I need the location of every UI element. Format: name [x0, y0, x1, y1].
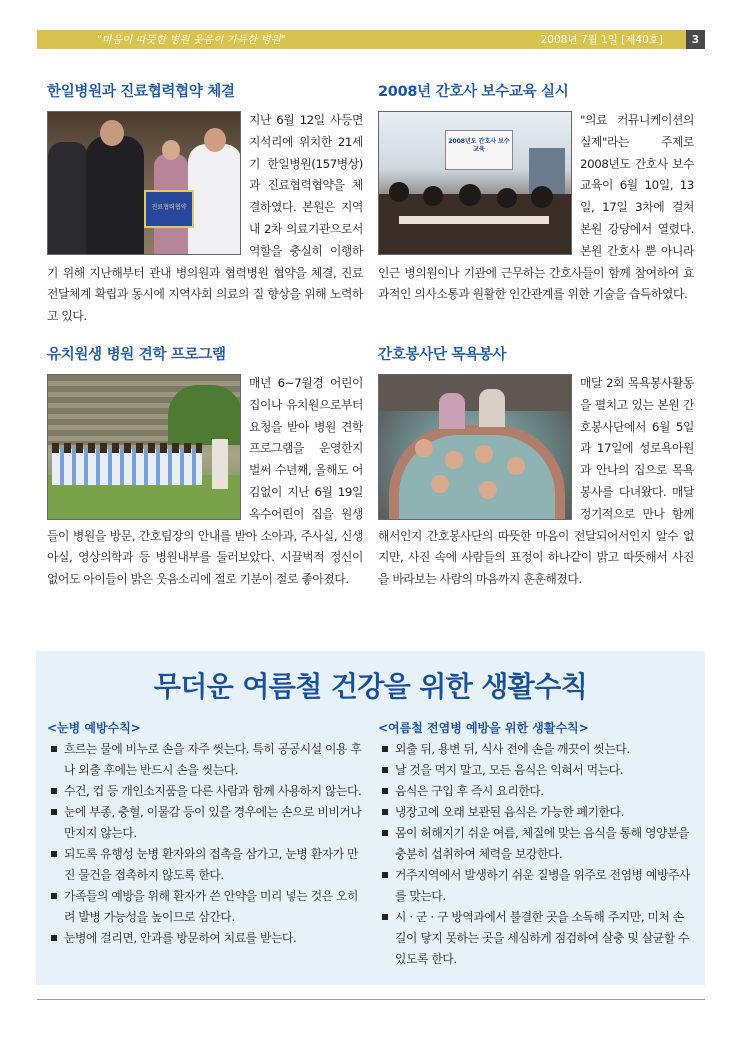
training-photo: [378, 111, 572, 255]
bullet-icon: [51, 788, 57, 794]
bullet-icon: [51, 851, 57, 857]
summer-disease-tips: [378, 719, 694, 970]
article-body: 매달 2회 목욕봉사활동을 펼치고 있는 본원 간호봉사단에서 6월 5일과 17일에 성로욕아원과 안나의 집으로 목욕봉사를 다녀왔다. 매달 정기적으로 만나 함께해서인지 간호봉사단의 따뜻한 마음이 전달되어서인지 알수 없지만, 사진 속에 사람들의 표정이 하나같이 밝고 따뜻해서 사진을 바라보는 사람의 마음까지 훈훈해졌다.: [378, 376, 694, 587]
tips-title: 무더운 여름철 건강을 위한 생활수칙: [153, 670, 588, 703]
list-item: 눈병에 걸리면, 안과를 방문하여 치료를 받는다.: [47, 928, 363, 949]
agreement-photo: [47, 111, 241, 255]
article-title: 유치원생 병원 견학 프로그램: [47, 347, 226, 363]
bath-volunteer-photo: [378, 374, 572, 520]
list-item: 냉장고에 오래 보관된 음식은 가능한 폐기한다.: [378, 802, 694, 823]
article-title: 2008년 간호사 보수교육 실시: [378, 84, 569, 100]
bullet-icon: [382, 830, 388, 836]
list-item: 음식은 구입 후 즉시 요리한다.: [378, 781, 694, 802]
list-item: 흐르는 물에 비누로 손을 자주 씻는다. 특히 공공시설 이용 후나 외출 후에는 반드시 손을 씻는다.: [47, 739, 363, 781]
bullet-icon: [382, 788, 388, 794]
bullet-icon: [51, 746, 57, 752]
header-bar: [37, 30, 705, 49]
bullet-icon: [382, 914, 388, 920]
issue-date: 2008년 7월 1일 [제40호]: [540, 34, 663, 46]
bullet-icon: [382, 746, 388, 752]
bullet-icon: [382, 767, 388, 773]
list-item: 눈에 부종, 충혈, 이물감 등이 있을 경우에는 손으로 비비거나 만지지 않는다.: [47, 802, 363, 844]
article-nurse-training: [378, 80, 694, 306]
list-item: 외출 뒤, 용변 뒤, 식사 전에 손을 깨끗이 씻는다.: [378, 739, 694, 760]
bullet-icon: [382, 872, 388, 878]
list-item: 날 것을 먹지 말고, 모든 음식은 익혀서 먹는다.: [378, 760, 694, 781]
summer-disease-list: [378, 739, 694, 970]
article-hanil-agreement: [47, 80, 363, 328]
article-kindergarten-tour: [47, 343, 363, 591]
footer-divider: [37, 999, 705, 1000]
summer-health-tips: [36, 651, 705, 985]
bullet-icon: [51, 893, 57, 899]
lecture-banner: 2008년도 간호사 보수교육: [448, 138, 510, 153]
kindergarten-photo: [47, 374, 241, 520]
list-item: 가족들의 예방을 위해 환자가 쓴 안약을 미리 넣는 것은 오히려 발병 가능성을 높이므로 삼간다.: [47, 886, 363, 928]
tips-heading: <여름철 전염병 예방을 위한 생활수칙>: [378, 721, 589, 735]
list-item: 시 · 군 · 구 방역과에서 불결한 곳을 소독해 주지만, 미처 손길이 닿지 못하는 곳을 세심하게 점검하여 살충 및 살균할 수 있도록 한다.: [378, 907, 694, 970]
article-body: 매년 6~7월경 어린이집이나 유치원으로부터 요청을 받아 병원 견학프로그램을 운영한지 벌써 수년째, 올해도 어김없이 지난 6월 19일 옥수어린이 집을 원생들이 병원을 방문, 간호팀장의 안내를 받아 소아과, 주사실, 신생아실, 영상의학과 등 병원내부를 둘러보았다. 시끌벅적 정신이 없어도 아이들이 밝은 웃음소리에 절로 기분이 절로 좋아졌다.: [47, 376, 363, 587]
header-motto: "마음이 따뜻한 병원 웃음이 가득한 병원": [97, 34, 286, 46]
list-item: 몸이 허해지기 쉬운 여름, 체질에 맞는 음식을 통해 영양분을 충분히 섭취하여 체력을 보강한다.: [378, 823, 694, 865]
article-title: 간호봉사단 목욕봉사: [378, 347, 507, 363]
article-body: "의료 커뮤니케이션의 실제"라는 주제로 2008년도 간호사 보수교육이 6월 10일, 13일, 17일 3차에 걸쳐 본원 강당에서 열렸다. 본원 간호사 뿐 아니라 인근 병의원이나 기관에 근무하는 간호사들이 함께 참여하여 효과적인 의사소통과 원활한 인간관계를 위한 기술을 습득하였다.: [378, 113, 694, 302]
eye-disease-list: [47, 739, 363, 949]
article-body: 지난 6월 12일 사등면 지석리에 위치한 21세기 한일병원(157병상)과 진료협력협약을 체결하였다. 본원은 지역내 2차 의료기관으로서 역할을 충실히 이행하기 위해 지난해부터 관내 병의원과 협력병원 협약을 체결, 진료전달체계 확립과 동시에 지역사회 의료의 질 향상을 위해 노력하고 있다.: [47, 113, 363, 324]
bullet-icon: [51, 935, 57, 941]
eye-disease-tips: [47, 719, 363, 949]
plaque-text: 진료협력협약: [151, 204, 187, 211]
article-bath-volunteer: [378, 343, 694, 591]
list-item: 거주지역에서 발생하기 쉬운 질병을 위주로 전염병 예방주사를 맞는다.: [378, 865, 694, 907]
article-title: 한일병원과 진료협력협약 체결: [47, 84, 235, 100]
page-number: 3: [686, 30, 705, 49]
bullet-icon: [382, 809, 388, 815]
bullet-icon: [51, 809, 57, 815]
list-item: 수건, 컵 등 개인소지품을 다른 사람과 함께 사용하지 않는다.: [47, 781, 363, 802]
tips-heading: <눈병 예방수칙>: [47, 721, 141, 735]
list-item: 되도록 유행성 눈병 환자와의 접촉을 삼가고, 눈병 환자가 만진 물건을 접촉하지 않도록 한다.: [47, 844, 363, 886]
